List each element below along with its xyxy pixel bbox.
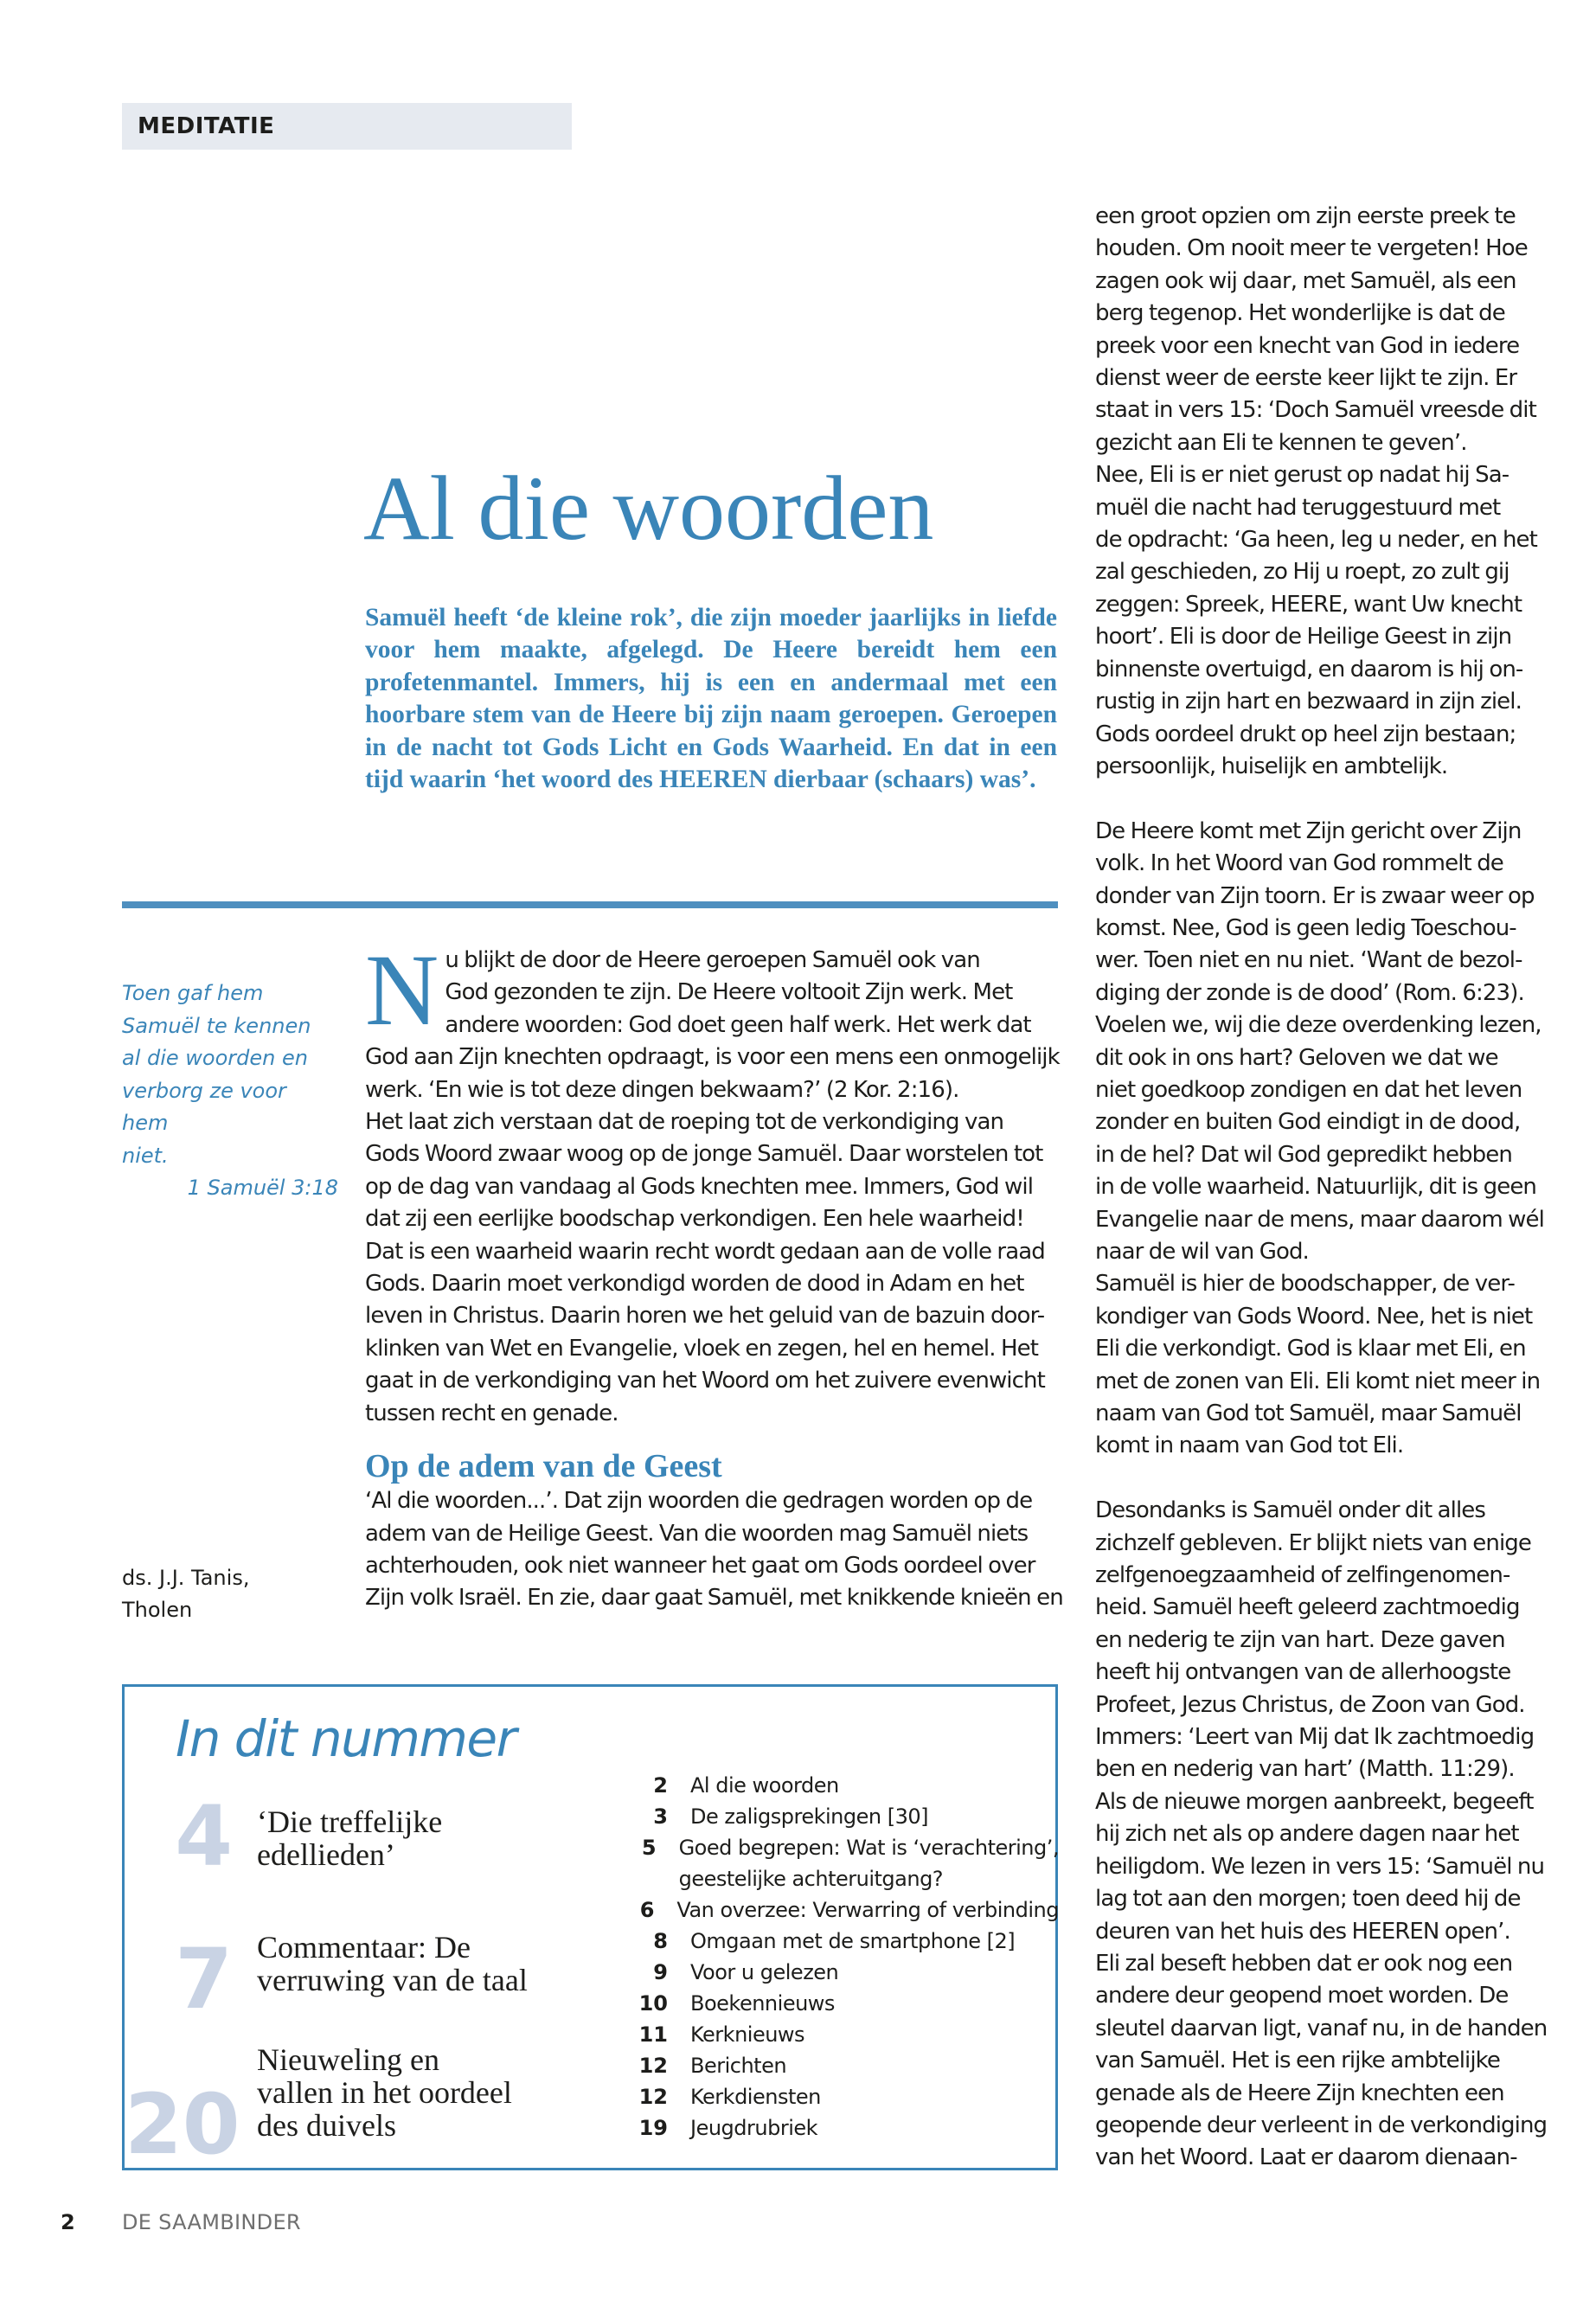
featured-title-line: Nieuweling en (257, 2042, 439, 2077)
body-line: hoort’. Eli is door de Heilige Geest in zijn (1095, 624, 1512, 651)
quote-line: niet. (122, 1143, 169, 1168)
contents-item-line: Jeugdrubriek (690, 2116, 818, 2140)
contents-title: In dit nummer (176, 1709, 516, 1768)
divider-rule (122, 901, 1058, 908)
contents-item-line: Kerkdiensten (690, 2085, 821, 2109)
body-line: preek voor een knecht van God in iedere (1095, 332, 1520, 359)
featured-title-line: Commentaar: De (257, 1930, 471, 1965)
body-line: God aan Zijn knechten opdraagt, is voor een mens een onmogelijk (365, 1044, 1060, 1071)
body-line: andere deur geopend moet worden. De (1095, 1983, 1509, 2009)
body-line: muël die nacht had teruggestuurd met (1095, 494, 1501, 521)
body-line: in de hel? Dat wil God gepredikt hebben (1095, 1141, 1512, 1168)
body-line: sleutel daarvan ligt, vanaf nu, in de handen (1095, 2015, 1548, 2041)
body-line: tussen recht en genade. (365, 1400, 619, 1426)
body-line: zeggen: Spreek, HEERE, want Uw knecht (1095, 591, 1522, 618)
contents-page-number: 12 (638, 2054, 668, 2078)
body-line: van Samuël. Het is een rijke ambtelijke (1095, 2048, 1501, 2074)
contents-item[interactable] (592, 2050, 1059, 2081)
body-line: en nederig te zijn van hart. Deze gaven (1095, 1626, 1505, 1653)
article-title: Al die woorden (363, 458, 934, 559)
body-line: Zijn volk Israël. En zie, daar gaat Samuël, met knikkende knieën en (365, 1585, 1063, 1612)
body-line: Desondanks is Samuël onder dit alles (1095, 1497, 1486, 1524)
contents-page-number: 8 (653, 1929, 668, 1953)
contents-item[interactable] (592, 1894, 1059, 1926)
body-line: een groot opzien om zijn eerste preek te (1095, 203, 1516, 229)
body-line: klinken van Wet en Evangelie, vloek en zegen, hel en hemel. Het (365, 1335, 1039, 1362)
body-line: wer. Toen niet en nu niet. ‘Want de bezol- (1095, 947, 1522, 974)
contents-page-number: 19 (638, 2116, 668, 2140)
author-name: ds. J.J. Tanis, (122, 1566, 250, 1590)
body-text-middle (365, 933, 1066, 1430)
body-line: Als de nieuwe morgen aanbreekt, begeeft (1095, 1788, 1534, 1815)
body-line: andere woorden: God doet geen half werk. Het werk dat (445, 1011, 1031, 1038)
contents-page-number: 3 (653, 1804, 668, 1829)
contents-item-line: Al die woorden (690, 1773, 839, 1798)
body-line: donder van Zijn toorn. Er is zwaar weer op (1095, 882, 1535, 909)
contents-item-title (690, 2112, 817, 2144)
body-line: naam van God tot Samuël, maar Samuël (1095, 1400, 1522, 1427)
contents-item-title (690, 1926, 1015, 1957)
body-line: geopende deur verleent in de verkondiging (1095, 2112, 1548, 2138)
featured-item[interactable] (125, 2033, 609, 2173)
body-line: gezicht aan Eli te kennen te geven’. (1095, 429, 1467, 456)
body-line: Voelen we, wij die deze overdenking lezen, (1095, 1012, 1542, 1039)
body-line: volk. In het Woord van God rommelt de (1095, 850, 1503, 877)
body-line: De Heere komt met Zijn gericht over Zijn (1095, 817, 1522, 844)
body-line: met de zonen van Eli. Eli komt niet meer in (1095, 1368, 1541, 1394)
featured-title (257, 1805, 568, 1871)
body-line: hij zich net als op andere dagen naar het (1095, 1821, 1519, 1848)
body-line: adem van de Heilige Geest. Van die woorden mag Samuël niets (365, 1520, 1029, 1547)
contents-page-number: 6 (639, 1898, 655, 1922)
body-line: zichzelf gebleven. Er blijkt niets van enige (1095, 1529, 1531, 1556)
body-line: zal geschieden, zo Hij u roept, zo zult gij (1095, 559, 1509, 586)
contents-item[interactable] (592, 1832, 1059, 1894)
contents-item-title (690, 2081, 821, 2112)
body-line: binnenste overtuigd, en daarom is hij on- (1095, 656, 1523, 683)
contents-page-number: 5 (641, 1836, 657, 1860)
body-line: Evangelie naar de mens, maar daarom wél (1095, 1206, 1544, 1233)
contents-item-title (690, 2019, 804, 2050)
contents-item-title (690, 1801, 928, 1832)
quote-line: verborg ze voor hem (122, 1078, 286, 1135)
body-line: staat in vers 15: ‘Doch Samuël vreesde dit (1095, 397, 1536, 424)
body-line: Samuël is hier de boodschapper, de ver- (1095, 1271, 1515, 1298)
contents-item-line: Goed begrepen: Wat is ‘verachtering’, (678, 1836, 1059, 1860)
body-line: persoonlijk, huiselijk en ambtelijk. (1095, 753, 1448, 779)
contents-page-number: 2 (653, 1773, 668, 1798)
body-line: naar de wil van God. (1095, 1238, 1309, 1265)
body-line: gaat in de verkondiging van het Woord om het zuivere evenwicht (365, 1368, 1045, 1394)
body-line: de opdracht: ‘Ga heen, leg u neder, en het (1095, 527, 1537, 554)
contents-page-number: 12 (638, 2085, 668, 2109)
body-line: ‘Al die woorden...’. Dat zijn woorden die gedragen worden op de (365, 1488, 1033, 1515)
article-lead: Samuël heeft ‘de kleine rok’, die zijn moeder jaarlijks in liefde voor hem maakte, afgelegd. De Heere bereidt hem een profetenmantel. Immers, hij is een en andermaal met een hoorbare stem van de Heere bij zijn naam geroepen. Geroepen in de nacht tot Gods Licht en Gods Waarheid. En dat in een tijd waarin ‘het woord des HEEREN dierbaar (schaars) was’. (365, 604, 1057, 794)
body-line: dat zij een eerlijke boodschap verkondigen. Een hele waarheid! (365, 1206, 1024, 1233)
contents-item-title (679, 1832, 1059, 1894)
contents-item-line: geestelijke achteruitgang? (678, 1867, 944, 1891)
body-line: heid. Samuël heeft geleerd zachtmoedig (1095, 1594, 1520, 1621)
body-line: Gods Woord zwaar woog op de jonge Samuël. Daar worstelen tot (365, 1141, 1043, 1168)
body-line: komst. Nee, God is geen ledig Toeschou- (1095, 914, 1516, 941)
contents-item-line: De zaligsprekingen [30] (690, 1804, 928, 1829)
author-credit (122, 1562, 338, 1626)
body-line: Eli die verkondigt. God is klaar met Eli, en (1095, 1336, 1526, 1362)
body-line: heiligdom. We lezen in vers 15: ‘Samuël nu (1095, 1853, 1545, 1880)
body-line: Gods oordeel drukt op heel zijn bestaan; (1095, 721, 1516, 747)
subheading: Op de adem van de Geest (365, 1448, 722, 1485)
contents-item-title (690, 1988, 835, 2019)
contents-item-title (690, 2050, 786, 2081)
body-line: heeft hij ontvangen van de allerhoogste (1095, 1659, 1511, 1686)
contents-item-line: Berichten (690, 2054, 787, 2078)
featured-item[interactable] (125, 1788, 609, 1890)
quote-line: Toen gaf hem (122, 981, 264, 1005)
contents-item[interactable] (592, 2019, 1059, 2050)
contents-item-title (676, 1894, 1059, 1926)
body-line: God gezonden te zijn. De Heere voltooit Zijn werk. Met (445, 979, 1013, 1006)
contents-item[interactable] (592, 1957, 1059, 1988)
body-line: ben en nederig van hart’ (Matth. 11:29). (1095, 1756, 1515, 1783)
contents-item-line: Boekennieuws (690, 1991, 835, 2016)
contents-item-line: Voor u gelezen (690, 1960, 839, 1984)
contents-item-line: Omgaan met de smartphone [2] (690, 1929, 1016, 1953)
body-line: van het Woord. Laat er daarom dienaan- (1095, 2144, 1517, 2171)
featured-page-number: 7 (175, 1931, 233, 2028)
body-text-middle-continued (365, 1485, 1066, 1615)
contents-page-number: 10 (638, 1991, 668, 2016)
quote-line: Samuël te kennen (122, 1013, 311, 1038)
page-number: 2 (61, 2210, 75, 2234)
contents-item[interactable] (592, 1988, 1059, 2019)
featured-title-line: ‘Die treffelijke (257, 1804, 443, 1839)
featured-title-line: des duivels (257, 2108, 396, 2143)
body-line: rustig in zijn hart en bezwaard in zijn ziel. (1095, 689, 1522, 715)
drop-cap: N (365, 933, 439, 1047)
author-place: Tholen (122, 1598, 193, 1622)
body-line: leven in Christus. Daarin horen we het geluid van de bazuin door- (365, 1303, 1045, 1330)
featured-title-line: edellieden’ (257, 1837, 395, 1872)
contents-item[interactable] (592, 1770, 1059, 1801)
body-line: dienst weer de eerste keer lijkt te zijn. Er (1095, 365, 1517, 392)
body-column-right (1095, 201, 1562, 2175)
section-label: MEDITATIE (122, 103, 572, 150)
featured-title (257, 1931, 568, 1997)
body-line: dit ook in ons hart? Geloven we dat we (1095, 1044, 1498, 1071)
body-line: zelfgenoegzaamheid of zelfingenomen- (1095, 1562, 1510, 1589)
contents-item[interactable] (592, 1926, 1059, 1957)
body-line: achterhouden, ook niet wanneer het gaat om Gods oordeel over (365, 1552, 1035, 1579)
body-line: op de dag van vandaag al Gods knechten mee. Immers, God wil (365, 1173, 1034, 1200)
featured-page-number: 20 (125, 2076, 240, 2173)
body-line: u blijkt de door de Heere geroepen Samuël ook van (445, 947, 980, 973)
contents-list (592, 1770, 1059, 2144)
contents-box (122, 1684, 1059, 2173)
featured-page-number: 4 (175, 1788, 233, 1885)
contents-item-title (690, 1770, 839, 1801)
body-line: berg tegenop. Het wonderlijke is dat de (1095, 300, 1505, 327)
contents-item-line: Kerknieuws (690, 2022, 805, 2047)
body-line: komt in naam van God tot Eli. (1095, 1433, 1404, 1459)
featured-item[interactable] (125, 1930, 609, 2033)
body-line: Gods. Daarin moet verkondigd worden de dood in Adam en het (365, 1271, 1024, 1298)
body-line: Het laat zich verstaan dat de roeping tot de verkondiging van (365, 1109, 1004, 1136)
contents-item-line: Van overzee: Verwarring of verbinding (676, 1898, 1059, 1922)
body-line: Dat is een waarheid waarin recht wordt gedaan aan de volle raad (365, 1238, 1045, 1265)
contents-page-number: 9 (653, 1960, 668, 1984)
body-line: zonder en buiten God eindigt in de dood, (1095, 1109, 1521, 1136)
body-line: in de volle waarheid. Natuurlijk, dit is geen (1095, 1174, 1537, 1201)
featured-title-line: verruwing van de taal (257, 1963, 528, 1997)
body-line: diging der zonde is de dood’ (Rom. 6:23). (1095, 979, 1524, 1006)
quote-reference: 1 Samuël 3:18 (187, 1176, 338, 1200)
paragraph-gap (1095, 783, 1562, 815)
body-line: niet goedkoop zondigen en dat het leven (1095, 1076, 1522, 1103)
body-column-middle (365, 933, 1066, 1615)
body-line: lag tot aan den morgen; toen deed hij de (1095, 1886, 1521, 1913)
paragraph-gap (1095, 1463, 1562, 1495)
body-line: houden. Om nooit meer te vergeten! Hoe (1095, 235, 1528, 262)
contents-item[interactable] (592, 2081, 1059, 2112)
magazine-name: DE SAAMBINDER (122, 2210, 301, 2234)
body-line: kondiger van Gods Woord. Nee, het is niet (1095, 1303, 1533, 1330)
contents-item[interactable] (592, 2112, 1059, 2144)
featured-title (257, 2043, 568, 2142)
body-line: Eli zal beseft hebben dat er ook nog een (1095, 1950, 1513, 1977)
body-line: Nee, Eli is er niet gerust op nadat hij Sa- (1095, 462, 1509, 489)
contents-page-number: 11 (638, 2022, 668, 2047)
featured-title-line: vallen in het oordeel (257, 2075, 512, 2110)
body-line: zagen ook wij daar, met Samuël, als een (1095, 267, 1516, 294)
body-line: Profeet, Jezus Christus, de Zoon van God. (1095, 1691, 1525, 1718)
body-line: genade als de Heere Zijn knechten een (1095, 2080, 1504, 2106)
body-line: werk. ‘En wie is tot deze dingen bekwaam?’ (2 Kor. 2:16). (365, 1076, 959, 1103)
contents-item-title (690, 1957, 838, 1988)
contents-item[interactable] (592, 1801, 1059, 1832)
quote-line: al die woorden en (122, 1046, 308, 1070)
body-line: Immers: ‘Leert van Mij dat Ik zachtmoedig (1095, 1724, 1535, 1751)
body-line: deuren van het huis des HEEREN open’. (1095, 1918, 1510, 1945)
pull-quote (122, 977, 338, 1205)
